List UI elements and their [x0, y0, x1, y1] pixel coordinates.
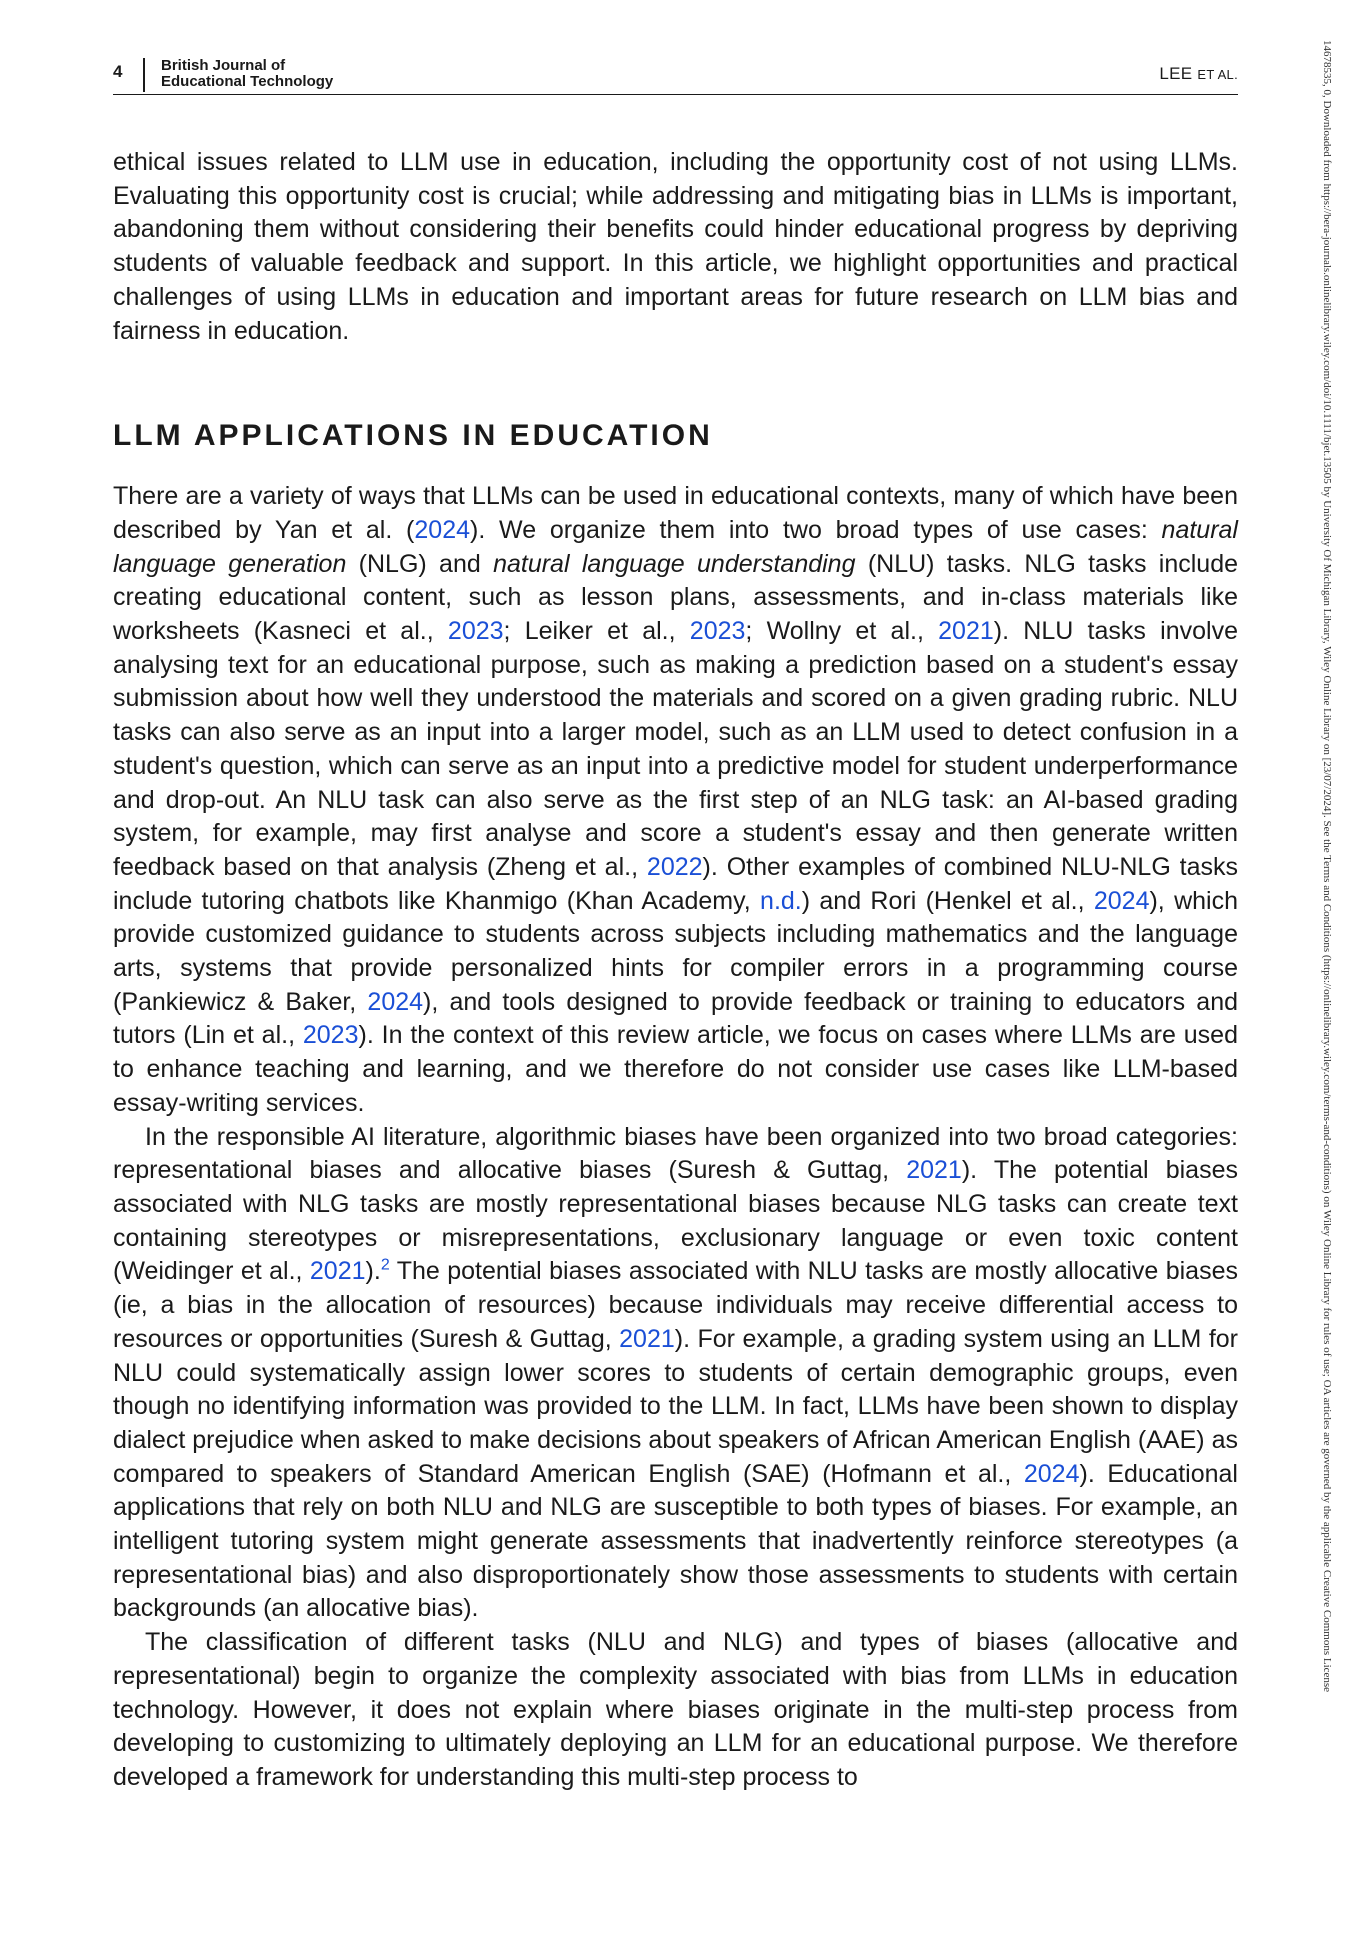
journal-name-line2: Educational Technology [161, 73, 334, 90]
text-run: ; Leiker et al., [503, 617, 690, 646]
citation-link[interactable]: 2022 [646, 852, 703, 881]
text-run: ) and Rori (Henkel et al., [801, 886, 1094, 915]
journal-name [161, 58, 333, 90]
text-run: ), which provide customized guidance to students across subjects including mathematics and the language arts, systems that provide personalized hints for compiler errors in a programming course (Pankiewicz & Baker, [113, 886, 1238, 1016]
text-run: ). We organize them into two broad types of use cases: [470, 515, 1162, 544]
text-run: ). Other examples of combined NLU-NLG tasks include tutoring chatbots like Khanmigo (Khan Academy, [113, 852, 1238, 915]
text-run: There are a variety of ways that LLMs can be used in educational contexts, many of which have been described by Yan et al. ( [113, 482, 1238, 544]
citation-link[interactable]: 2024 [1093, 886, 1150, 915]
text-run: The potential biases associated with NLU tasks are mostly allocative biases (ie, a bias in the allocation of resources) because individuals may receive differential access to resources or opportunities (Suresh & Guttag, [113, 1257, 1238, 1353]
citation-link[interactable]: 2023 [302, 1021, 359, 1050]
citation-link[interactable]: 2021 [938, 617, 994, 646]
text-run: ). For example, a grading system using an LLM for NLU could systematically assign lower scores to students of certain demographic groups, even though no identifying information was provided to the LLM. In fact, LLMs have been shown to display dialect prejudice when asked to make decisions about speakers of African American English (AAE) as compared to speakers of Standard American English (SAE) (Hofmann et al., [113, 1324, 1238, 1488]
paragraph-3: The classification of different tasks (NLU and NLG) and types of biases (allocative and representational) begin to organize the complexity associated with bias from LLMs in education technology. However, it does not explain where biases originate in the multi-step process from developing to customizing to ultimately deploying an LLM for an educational purpose. We therefore developed a framework for understanding this multi-step process to [113, 1628, 1238, 1791]
authors-main: LEE [1159, 64, 1193, 83]
citation-link[interactable]: 2021 [309, 1257, 366, 1286]
footnote-marker[interactable]: 2 [380, 1257, 390, 1275]
text-run: ). In the context of this review article, we focus on cases where LLMs are used to enhance teaching and learning, and we therefore do not consider use cases like LLM-based essay-writing services. [113, 1021, 1238, 1117]
text-run: ). The potential biases associated with NLG tasks are mostly representational biases because NLG tasks can create text containing stereotypes or misrepresentations, exclusionary language or even toxic content (Weidinger et al., [113, 1156, 1238, 1286]
citation-link[interactable]: 2023 [689, 617, 746, 646]
citation-link[interactable]: 2021 [906, 1156, 962, 1185]
text-run: ; Wollny et al., [745, 617, 939, 646]
header-divider [143, 58, 145, 92]
emphasis-term: natural language generation [113, 515, 1238, 578]
paragraph-1 [113, 480, 1238, 1120]
page-number: 4 [113, 62, 123, 81]
citation-link[interactable]: 2024 [414, 515, 471, 544]
text-run: ). NLU tasks involve analysing text for an educational purpose, such as making a prediction based on a student's essay submission about how well they understood the materials and scored on a given grading rubric. NLU tasks can also serve as an input into a larger model, such as an LLM used to detect confusion in a student's question, which can serve as an input into a predictive model for student underperformance and drop-out. An NLU task can also serve as the first step of an NLG task: an AI-based grading system, for example, may first analyse and score a student's essay and then generate written feedback based on that analysis (Zheng et al., [113, 617, 1238, 881]
section-heading: LLM APPLICATIONS IN EDUCATION [113, 419, 713, 453]
download-notice: 14678535, 0, Downloaded from https://bera-journals.onlinelibrary.wiley.com/doi/10.1111/bjet.13505 by University Of Michigan Library, Wiley Online Library on [23/07/2024]. See the Terms and Conditions (https://onlinelibrary.wiley.com/terms-and-conditions) on Wiley Online Library for rules of use; OA articles are governed by the applicable Creative Commons License [1321, 40, 1333, 1693]
intro-paragraph: ethical issues related to LLM use in education, including the opportunity cost of not using LLMs. Evaluating this opportunity cost is crucial; while addressing and mitigating bias in LLMs is important, abandoning them without considering their benefits could hinder educational progress by depriving students of valuable feedback and support. In this article, we highlight opportunities and practical challenges of using LLMs in education and important areas for future research on LLM bias and fairness in education. [113, 148, 1238, 345]
text-run: (NLU) tasks. NLG tasks include creating educational content, such as lesson plans, assessments, and in-class materials like worksheets (Kasneci et al., [113, 549, 1239, 646]
citation-link[interactable]: 2024 [1023, 1459, 1080, 1488]
citation-link[interactable]: 2021 [619, 1324, 675, 1353]
authors-suffix: ET AL. [1197, 67, 1238, 82]
running-header [113, 56, 1238, 95]
journal-name-line1: British Journal of [161, 57, 286, 74]
citation-link[interactable]: 2024 [367, 987, 424, 1016]
emphasis-term: natural language understanding [493, 549, 856, 578]
citation-link[interactable]: 2023 [447, 617, 504, 646]
citation-link[interactable]: n.d. [760, 886, 802, 915]
text-run: ), and tools designed to provide feedback or training to educators and tutors (Lin et al., [113, 987, 1238, 1050]
text-run: ). Educational applications that rely on both NLU and NLG are susceptible to both types of biases. For example, an intelligent tutoring system might generate assessments that inadvertently reinforce stereotypes (a representational bias) and also disproportionately show those assessments to students with certain backgrounds (an allocative bias). [113, 1459, 1238, 1623]
text-run: ). [365, 1257, 381, 1286]
text-run: (NLG) and [346, 549, 494, 578]
download-sidebar [1315, 40, 1335, 1900]
paragraph-2 [113, 1121, 1238, 1627]
article-body [113, 146, 1238, 1795]
text-run: In the responsible AI literature, algorithmic biases have been organized into two broad categories: representational biases and allocative biases (Suresh & Guttag, [113, 1122, 1238, 1185]
running-authors [1159, 64, 1238, 84]
